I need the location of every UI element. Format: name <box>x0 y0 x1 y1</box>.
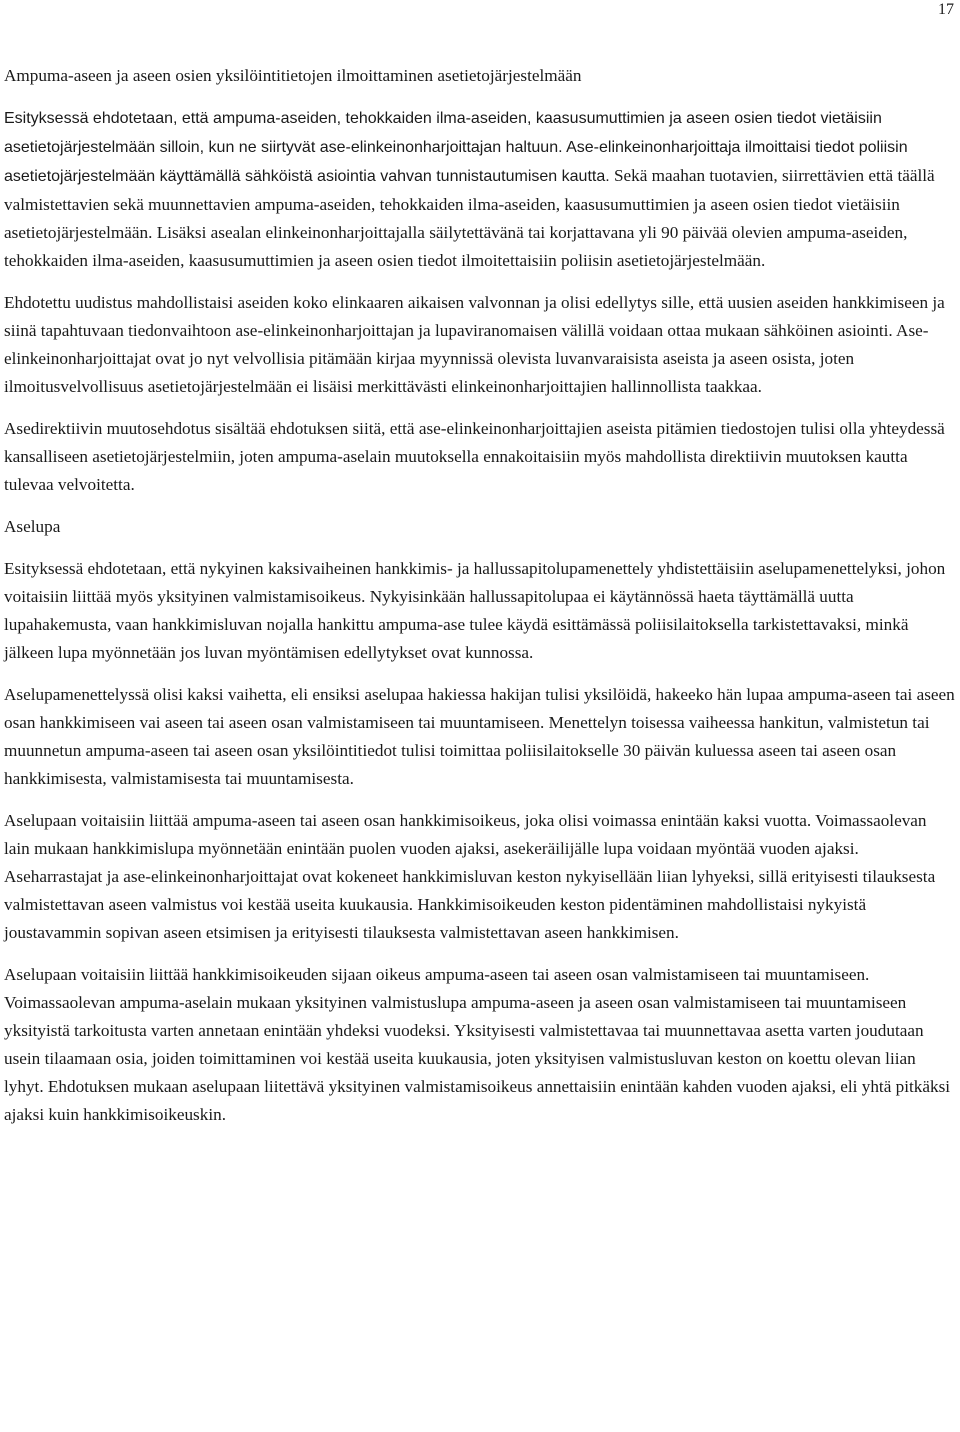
page-number: 17 <box>938 1 954 18</box>
paragraph-5: Aselupamenettelyssä olisi kaksi vaihetta, eli ensiksi aselupaa hakiessa hakijan tulisi yksilöidä, hakeeko hän lupaa ampuma-aseen tai aseen osan hankkimiseen vai aseen tai aseen osan valmistamiseen tai muuntamiseen. Menettelyn toisessa vaiheessa hankitun, valmistetun tai muunnetun ampuma-aseen tai aseen osan yksilöintitiedot tulisi toimittaa poliisilaitokselle 30 päivän kuluessa aseen tai aseen osan hankkimisesta, valmistamisesta tai muuntamisesta. <box>4 685 955 788</box>
section-heading: Ampuma-aseen ja aseen osien yksilöintitietojen ilmoittaminen asetietojärjestelmään <box>4 66 582 85</box>
subheading-aselupa: Aselupa <box>4 517 61 536</box>
paragraph-1-serif-text: Sekä maahan tuotavien, siirrettävien että täällä valmistettavien sekä muunnettavien ampuma-aseiden, tehokkaiden ilma-aseiden, kaasusumuttimien ja aseen osien tiedot vietäisiin asetietojärjestelmään. Lisäksi asealan elinkeinonharjoittajalla säilytettävänä tai korjattavana yli 90 päivää olevien ampuma-aseiden, tehokkaiden ilma-aseiden, kaasusumuttimien ja aseen osien tiedot ilmoitettaisiin poliisin asetietojärjestelmään. <box>4 166 935 270</box>
paragraph-7: Aselupaan voitaisiin liittää hankkimisoikeuden sijaan oikeus ampuma-aseen tai aseen osan valmistamiseen tai muuntamiseen. Voimassaolevan ampuma-aselain mukaan yksityinen valmistuslupa ampuma-aseen ja aseen osan valmistamiseen tai muuntamiseen yksityistä tarkoitusta varten annetaan enintään yhdeksi vuodeksi. Yksityisesti valmistettavaa tai muunnettavaa asetta varten joudutaan usein tilaamaan osia, joiden toimittaminen voi kestää useita kuukausia, joten yksityisen valmistusluvan keston on koettu olevan liian lyhyt. Ehdotuksen mukaan aselupaan liitettävä yksityinen valmistamisoikeus annettaisiin enintään kahden vuoden ajaksi, eli yhtä pitkäksi ajaksi kuin hankkimisoikeuskin. <box>4 965 951 1124</box>
paragraph-1-sans-text: Esityksessä ehdotetaan, että ampuma-aseiden, tehokkaiden ilma-aseiden, kaasusumuttimien ja aseen osien tiedot vietäisiin asetietojärjestelmään silloin, kun ne siirtyvät ase-elinkeinonharjoittajan haltuun. Ase-elinkeinonharjoittaja ilmoittaisi tiedot poliisin asetietojärjestelmään käyttämällä sähköistä asiointia vahvan tunnistautumisen kautta. <box>4 110 908 185</box>
paragraph-2: Ehdotettu uudistus mahdollistaisi aseiden koko elinkaaren aikaisen valvonnan ja olisi edellytys sille, että uusien aseiden hankkimiseen ja siinä tapahtuvaan tiedonvaihtoon ase-elinkeinonharjoittajan ja lupaviranomaisen välillä voidaan ottaa mukaan sähköinen asiointi. Ase-elinkeinonharjoittajat ovat jo nyt velvollisia pitämään kirjaa myynnissä olevista luvanvaraisista aseista ja aseen osista, joten ilmoitusvelvollisuus asetietojärjestelmään ei lisäisi merkittävästi elinkeinonharjoittajien hallinnollista taakkaa. <box>4 293 945 396</box>
paragraph-6: Aselupaan voitaisiin liittää ampuma-aseen tai aseen osan hankkimisoikeus, joka olisi voimassa enintään kaksi vuotta. Voimassaolevan lain mukaan hankkimislupa myönnetään enintään puolen vuoden ajaksi, asekeräilijälle lupa voidaan myöntää vuoden ajaksi. Aseharrastajat ja ase-elinkeinonharjoittajat ovat kokeneet hankkimisluvan keston nykyisellään liian lyhyeksi, sillä erityisesti tilauksesta valmistettavan aseen valmistus voi kestää useita kuukausia. Hankkimisoikeuden keston pidentäminen mahdollistaisi nykyistä joustavammin sopivan aseen etsimisen ja erityisesti tilauksesta valmistettavan aseen hankkimisen. <box>4 811 936 942</box>
paragraph-4: Esityksessä ehdotetaan, että nykyinen kaksivaiheinen hankkimis- ja hallussapitolupamenettely yhdistettäisiin aselupamenettelyksi, johon voitaisiin liittää myös yksityinen valmistamisoikeus. Nykyisinkään hallussapitolupaa ei käytännössä haeta täyttämällä uutta lupahakemusta, vaan hankkimisluvan nojalla hankittu ampuma-ase tulee käydä esittämässä poliisilaitoksella tarkistettavaksi, minkä jälkeen lupa myönnetään jos luvan myöntämisen edellytykset ovat kunnossa. <box>4 559 946 662</box>
document-body <box>4 62 956 1143</box>
paragraph-1 <box>4 104 956 275</box>
paragraph-3: Asedirektiivin muutosehdotus sisältää ehdotuksen siitä, että ase-elinkeinonharjoittajien aseista pitämien tiedostojen tulisi olla yhteydessä kansalliseen asetietojärjestelmiin, joten ampuma-aselain muutoksella ennakoitaisiin myös mahdollista direktiivin muutoksen kautta tulevaa velvoitetta. <box>4 419 945 494</box>
